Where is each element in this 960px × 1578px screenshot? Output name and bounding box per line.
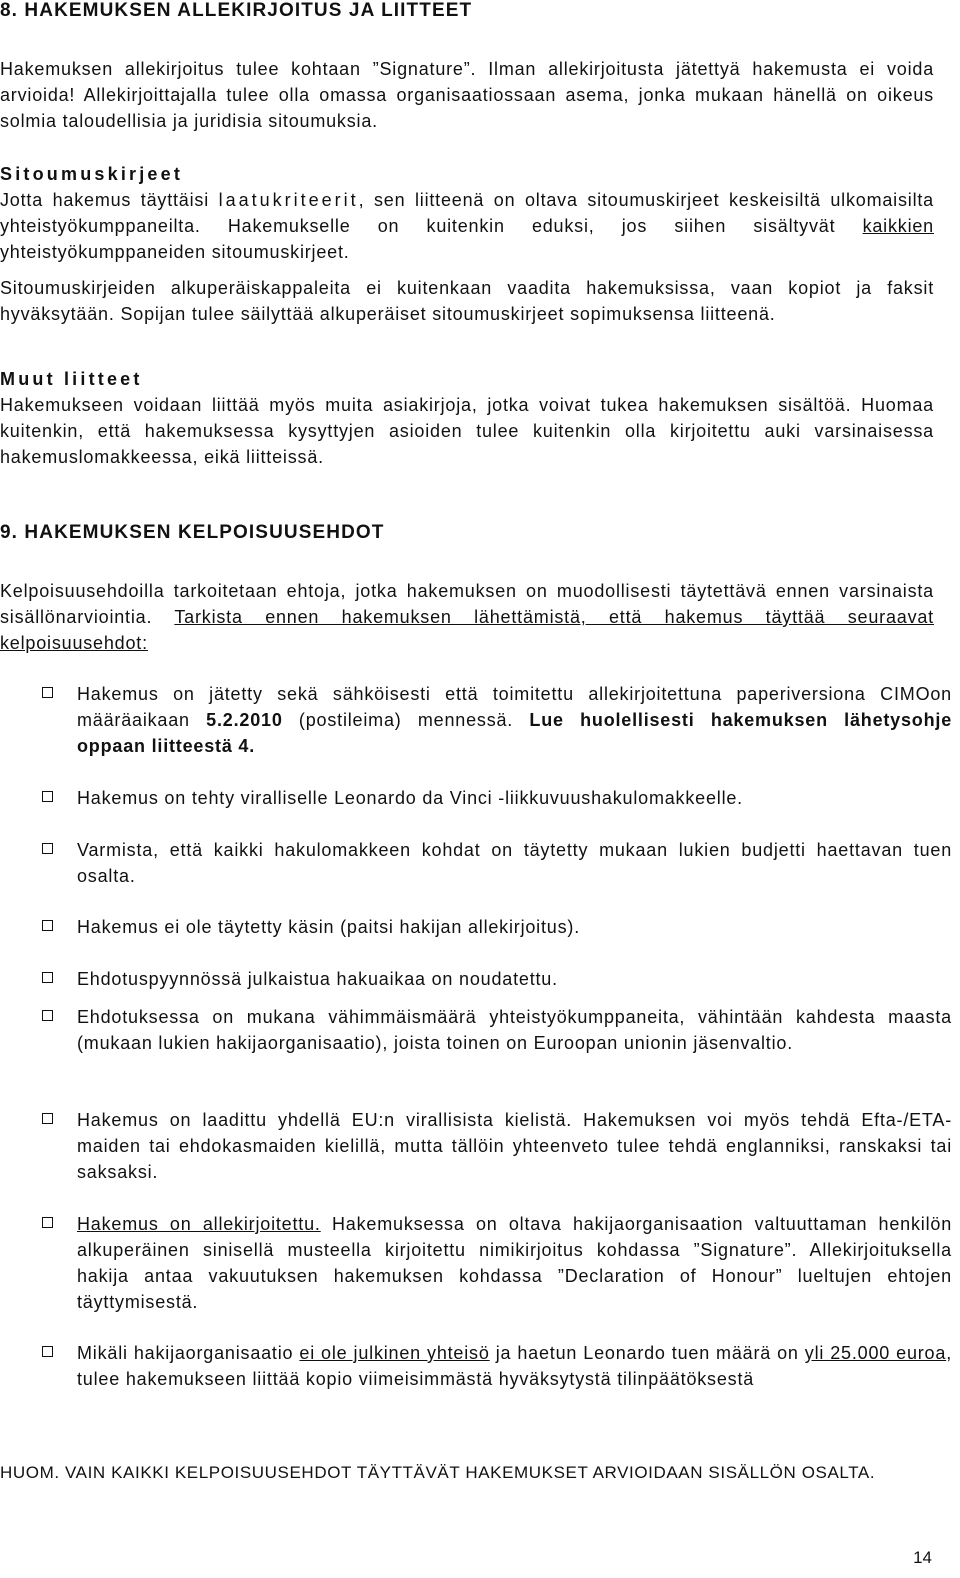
other-attachments-paragraph: Muut liitteet Hakemukseen voidaan liittää myös muita asiakirjoja, jotka voivat tukea hakemuksen sisältöä. Huomaa kuitenkin, että hakemuksessa kysyttyjen asioiden tulee kuitenkin olla kirjoitettu auki varsinaisessa hakemuslomakkeessa, eikä liitteissä. [0, 366, 934, 470]
checklist-item-text: Hakemus ei ole täytetty käsin (paitsi hakijan allekirjoitus). [77, 917, 580, 937]
checklist-item-text: Hakemus on laadittu yhdellä EU:n virallisista kielistä. Hakemuksen voi myös tehdä Efta-/ETA-maiden tai ehdokasmaiden kielillä, mutta tällöin yhteenveto tulee tehdä englanniksi, ranskaksi tai saksaksi. [77, 1110, 952, 1182]
check-before-sending-instruction: Tarkista ennen hakemuksen lähettämistä, että hakemus täyttää seuraavat kelpoisuusehdot: [0, 607, 934, 653]
originals-paragraph: Sitoumuskirjeiden alkuperäiskappaleita ei kuitenkaan vaadita hakemuksissa, vaan kopiot ja faksit hyväksytään. Sopijan tulee säilyttää alkuperäiset sitoumuskirjeet sopimuksensa liitteenä. [0, 278, 934, 324]
checkbox-icon [42, 1010, 53, 1021]
checkbox-icon [42, 687, 53, 698]
amount-threshold-emphasis: yli 25.000 euroa [804, 1343, 947, 1363]
read-instructions-note: Lue huolellisesti hakemuksen lähetysohje oppaan liitteestä 4. [77, 710, 953, 756]
checklist-item-text: Hakemus on tehty viralliselle Leonardo da Vinci -liikkuvuushakulomakkeelle. [77, 788, 743, 808]
other-attachments-subheading: Muut liitteet [0, 369, 143, 389]
checklist-item-text: Hakemus on jätetty sekä sähköisesti että toimitettu allekirjoitettuna paperiversiona CIMOon määräaikaan 5.2.2010 (postileima) mennessä. Lue huolellisesti hakemuksen lähetysohje oppaan liitteestä 4. [77, 684, 953, 756]
checkbox-icon [42, 972, 53, 983]
page-number: 14 [913, 1548, 932, 1567]
commitment-letters-subheading: Sitoumuskirjeet [0, 164, 184, 184]
checkbox-icon [42, 791, 53, 802]
signature-intro-paragraph: Hakemuksen allekirjoitus tulee kohtaan ”Signature”. Ilman allekirjoitusta jätettyä hakemusta ei voida arvioida! Allekirjoittajalla tulee olla omassa organisaatiossaan asema, jonka mukaan hänellä on oikeus solmia taloudellisia ja juridisia sitoumuksia. [0, 59, 934, 131]
section-8-heading: 8. HAKEMUKSEN ALLEKIRJOITUS JA LIITTEET [0, 0, 473, 21]
all-emphasis: kaikkien [862, 216, 934, 236]
checklist-item-text: Mikäli hakijaorganisaatio ei ole julkinen yhteisö ja haetun Leonardo tuen määrä on yli 25.000 euroa, tulee hakemukseen liittää kopio viimeisimmästä hyväksytystä tilinpäätöksestä [77, 1343, 952, 1389]
checkbox-icon [42, 843, 53, 854]
eligibility-note: HUOM. VAIN KAIKKI KELPOISUUSEHDOT TÄYTTÄVÄT HAKEMUKSET ARVIOIDAAN SISÄLLÖN OSALTA. [0, 1463, 876, 1482]
checkbox-icon [42, 1217, 53, 1228]
deadline-date: 5.2.2010 [206, 710, 283, 730]
checklist-item-text: Ehdotuksessa on mukana vähimmäismäärä yhteistyökumppaneita, vähintään kahdesta maasta (mukaan lukien hakijaorganisaatio), joista toinen on Euroopan unionin jäsenvaltio. [77, 1007, 952, 1053]
checklist-item-text: Ehdotuspyynnössä julkaistua hakuaikaa on noudatettu. [77, 969, 558, 989]
quality-criteria-term: laatukriteerit [218, 190, 359, 210]
checklist-item-text: Varmista, että kaikki hakulomakkeen kohdat on täytetty mukaan lukien budjetti haettavan tuen osalta. [77, 840, 952, 886]
checkbox-icon [42, 1113, 53, 1124]
checklist-item-text: Hakemus on allekirjoitettu. Hakemuksessa on oltava hakijaorganisaation valtuuttaman henkilön alkuperäinen sinisellä musteella kirjoitettu nimikirjoitus kohdassa ”Signature”. Allekirjoituksella hakija antaa vakuutuksen hakemuksen kohdassa ”Declaration of Honour” lueltujen ehtojen täyttymisestä. [77, 1214, 953, 1312]
not-public-entity-emphasis: ei ole julkinen yhteisö [299, 1343, 490, 1363]
eligibility-intro-paragraph: Kelpoisuusehdoilla tarkoitetaan ehtoja, jotka hakemuksen on muodollisesti täytettävä ennen varsinaista sisällönarviointia. Tarkista ennen hakemuksen lähettämistä, että hakemus täyttää seuraavat kelpoisuusehdot: [0, 581, 934, 653]
commitment-letters-paragraph: Sitoumuskirjeet Jotta hakemus täyttäisi laatukriteerit, sen liitteenä on oltava sitoumuskirjeet keskeisiltä ulkomaisilta yhteistyökumppaneilta. Hakemukselle on kuitenkin eduksi, jos siihen sisältyvät kaikkien yhteistyökumppaneiden sitoumuskirjeet. [0, 161, 934, 265]
application-signed-emphasis: Hakemus on allekirjoitettu. [77, 1214, 321, 1234]
checkbox-icon [42, 1346, 53, 1357]
checkbox-icon [42, 920, 53, 931]
section-9-heading: 9. HAKEMUKSEN KELPOISUUSEHDOT [0, 522, 385, 543]
